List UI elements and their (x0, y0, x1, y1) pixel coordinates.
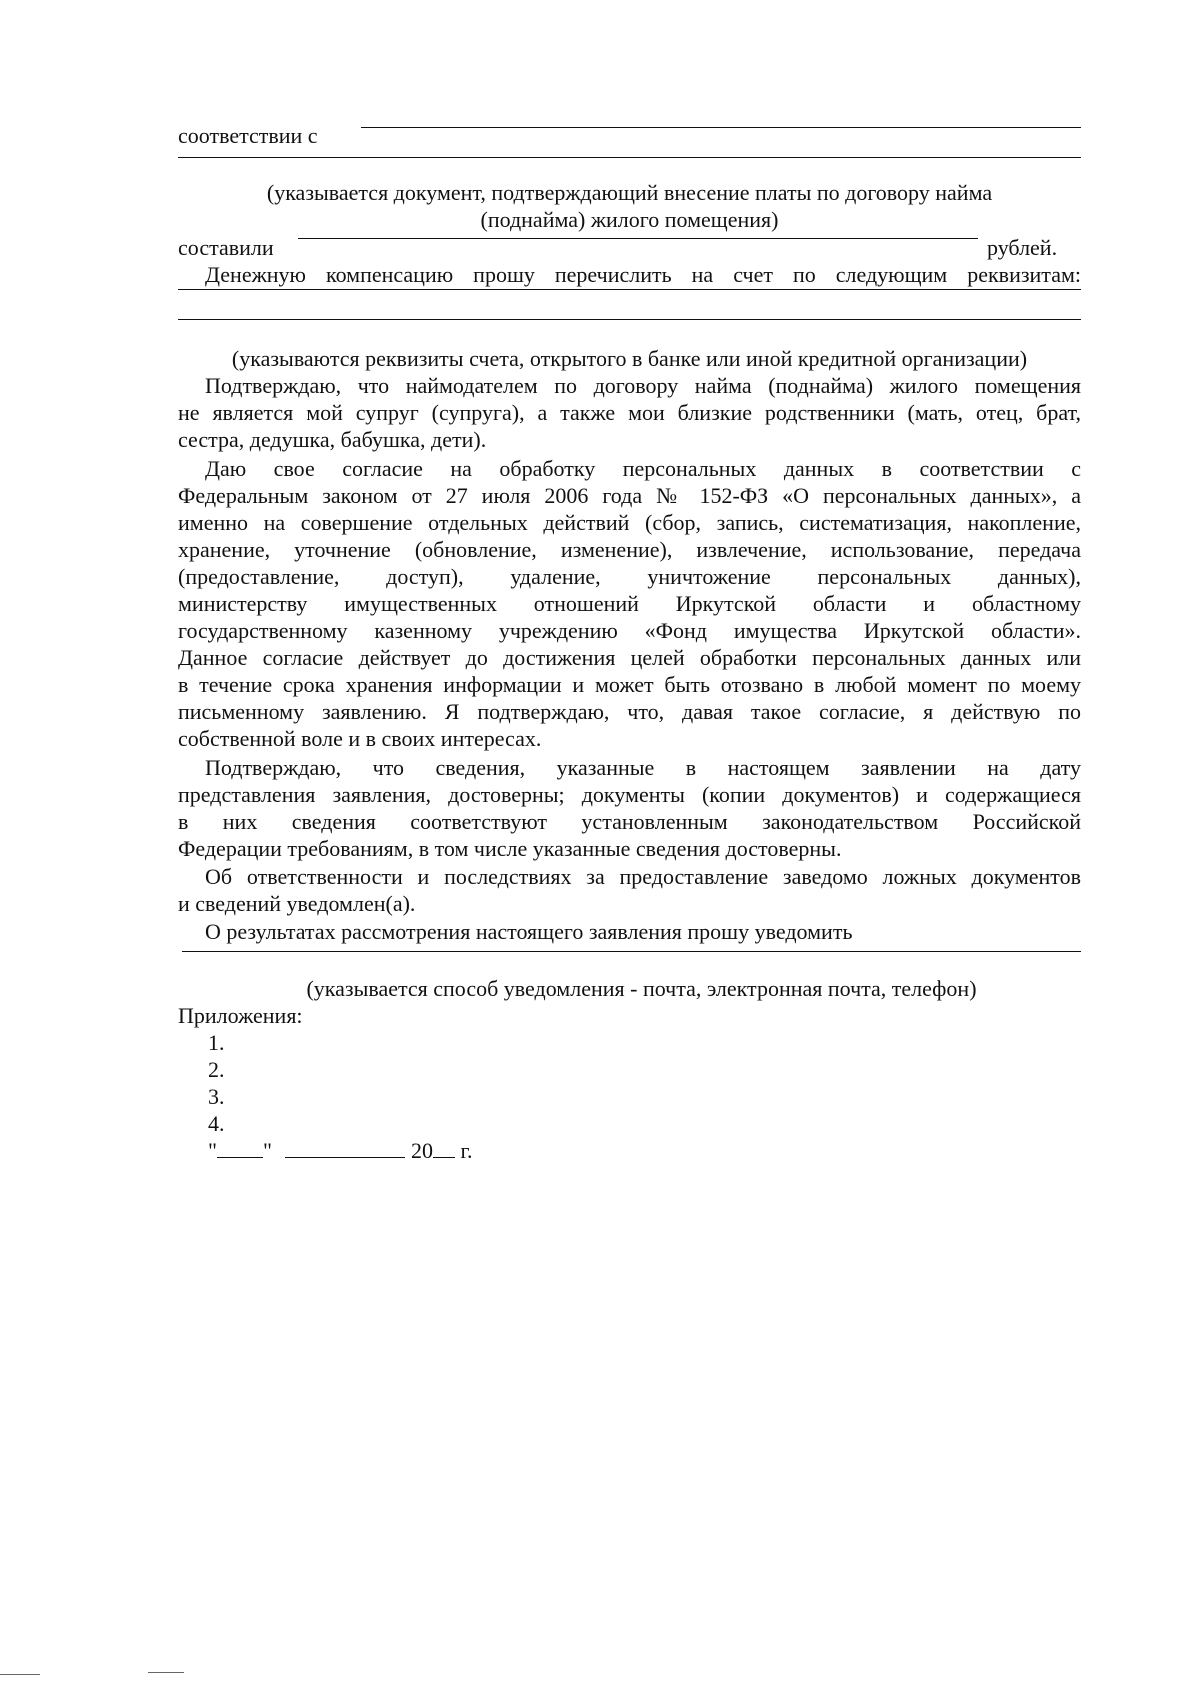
year-prefix: 20 (410, 1138, 433, 1163)
account-blank-2[interactable] (178, 319, 1081, 320)
p2-line-3: именно на совершение отдельных действий (сбор, запись, систематизация, накопление, (178, 510, 1081, 535)
date-quote-open: " (208, 1138, 217, 1163)
compensation-line: Денежную компенсацию прошу перечислить на счет по следующим реквизитам: (205, 262, 1081, 287)
notification-blank[interactable] (182, 951, 1081, 952)
p2-line-5: (предоставление, доступ), удаление, уничтожение персональных данных), (178, 564, 1081, 589)
notification-caption: (указывается способ уведомления - почта, электронная почта, телефон) (306, 976, 977, 1001)
account-blank-1[interactable] (178, 289, 1081, 290)
caption-document-2: (поднайма) жилого помещения) (480, 207, 779, 232)
p3-line-2: представления заявления, достоверны; документы (копии документов) и содержащиеся (178, 782, 1081, 807)
p2-line-1: Даю свое согласие на обработку персональных данных в соответствии с (205, 456, 1081, 481)
p2-line-6: министерству имущественных отношений Иркутской области и областному (178, 591, 1081, 616)
p4-line-2: и сведений уведомлен(а). (178, 891, 416, 916)
document-blank-1[interactable] (361, 127, 1081, 128)
caption-account: (указываются реквизиты счета, открытого в банке или иной кредитной организации) (231, 346, 1028, 371)
p3-line-4: Федерации требованиям, в том числе указанные сведения достоверны. (178, 836, 842, 861)
caption-document: (указывается документ, подтверждающий внесение платы по договору найма (266, 180, 993, 205)
p4-line-1: Об ответственности и последствиях за предоставление заведомо ложных документов (205, 864, 1081, 889)
p2-line-7: государственному казенному учреждению «Фонд имущества Иркутской области». (178, 618, 1081, 643)
day-blank[interactable] (217, 1139, 263, 1158)
sostavili-label: составили (178, 235, 274, 260)
date-quote-close: " (262, 1138, 272, 1163)
attachment-item-4: 4. (208, 1111, 225, 1136)
p2-line-4: хранение, уточнение (обновление, изменение), извлечение, использование, передача (178, 537, 1081, 562)
scan-mark-right (148, 1672, 184, 1673)
document-blank-2[interactable] (178, 157, 1081, 158)
amount-blank[interactable] (298, 238, 978, 239)
p3-line-1: Подтверждаю, что сведения, указанные в настоящем заявлении на дату (205, 755, 1081, 780)
p2-line-8: Данное согласие действует до достижения целей обработки персональных данных или (178, 645, 1081, 670)
p2-line-11: собственной воле и в своих интересах. (178, 726, 542, 751)
sootv-label: соответствии с (178, 123, 318, 148)
attachments-title: Приложения: (178, 1003, 303, 1028)
date-line (208, 1137, 608, 1165)
rubley-label: рублей. (987, 235, 1058, 260)
attachment-item-1: 1. (208, 1030, 225, 1055)
year-suffix: г. (460, 1138, 473, 1163)
p2-line-10: письменному заявлению. Я подтверждаю, что, давая такое согласие, я действую по (178, 699, 1081, 724)
p3-line-3: в них сведения соответствуют установленным законодательством Российской (178, 809, 1081, 834)
scan-mark-left (0, 1674, 40, 1675)
p5-line: О результатах рассмотрения настоящего заявления прошу уведомить (205, 919, 853, 944)
p1-line-3: сестра, дедушка, бабушка, дети). (178, 427, 487, 452)
year-blank[interactable] (433, 1139, 455, 1158)
month-blank[interactable] (285, 1139, 405, 1158)
attachment-item-2: 2. (208, 1057, 225, 1082)
p1-line-2: не является мой супруг (супруга), а также мои близкие родственники (мать, отец, брат, (178, 400, 1081, 425)
p2-line-2: Федеральным законом от 27 июля 2006 года № 152-ФЗ «О персональных данных», а (178, 483, 1081, 508)
p2-line-9: в течение срока хранения информации и может быть отозвано в любой момент по моему (178, 672, 1081, 697)
p1-line-1: Подтверждаю, что наймодателем по договору найма (поднайма) жилого помещения (205, 373, 1081, 398)
attachment-item-3: 3. (208, 1084, 225, 1109)
